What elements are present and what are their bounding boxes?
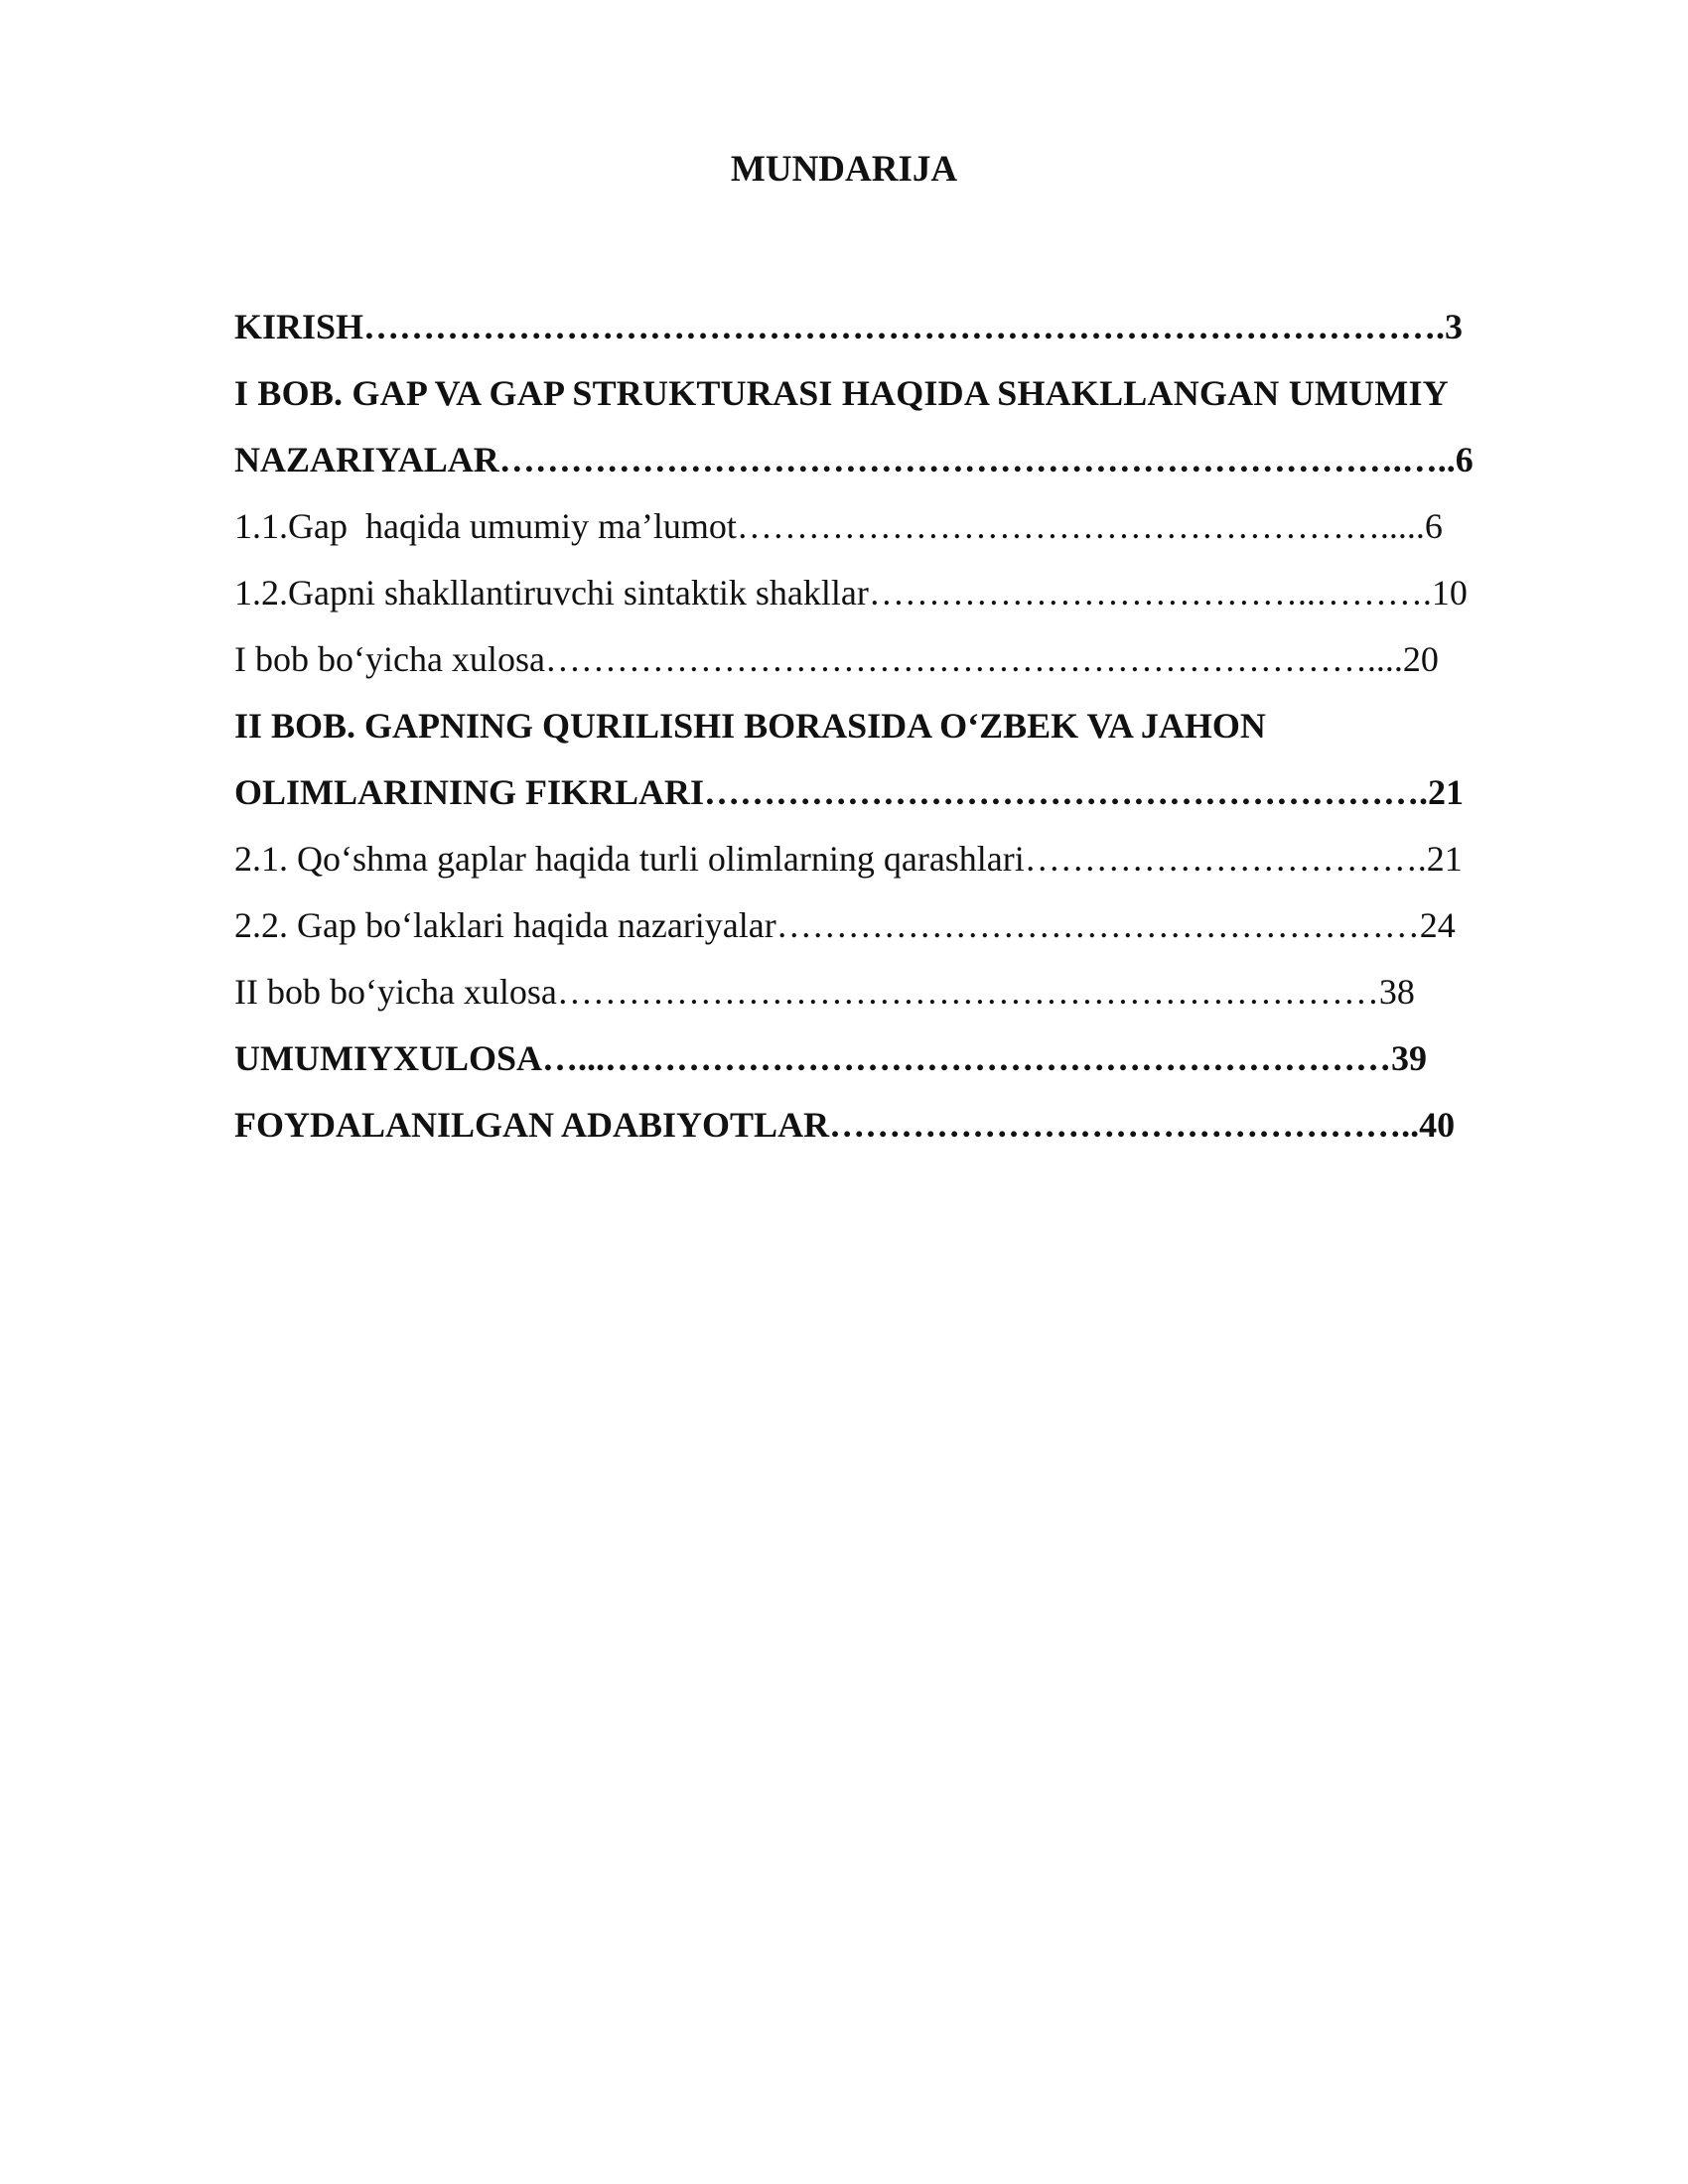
toc-entry-section-2-2 <box>234 892 1555 959</box>
toc-entry-chapter-1-title-cont <box>234 427 1555 493</box>
toc-entry-text: OLIMLARINING FIKRLARI…………………………………………………….21 <box>234 772 1465 812</box>
toc-entry-text: NAZARIYALAR………………………………………………………………….…..6 <box>234 440 1474 479</box>
toc-entry-chapter-1-title <box>234 360 1555 427</box>
toc-entry-text: 2.2. Gap bo‘laklari haqida nazariyalar………………………………………………24 <box>234 905 1456 945</box>
toc-entry-text: 1.2.Gapni shakllantiruvchi sintaktik shakllar………………………………..……….10 <box>234 573 1468 613</box>
toc-entry-text: II bob bo‘yicha xulosa……………………………………………………………38 <box>234 972 1415 1012</box>
table-of-contents <box>234 294 1555 1159</box>
toc-entry-text: I bob bo‘yicha xulosa……………………………………………………………....20 <box>234 639 1439 679</box>
toc-entry-section-1-2 <box>234 560 1555 626</box>
toc-entry-text: 1.1.Gap haqida umumiy ma’lumot……………………………………………….....6 <box>234 506 1443 546</box>
toc-entry-section-2-1 <box>234 826 1555 892</box>
toc-entry-references <box>234 1092 1555 1159</box>
toc-entry-text: I BOB. GAP VA GAP STRUKTURASI HAQIDA SHAKLLANGAN UMUMIY <box>234 373 1449 413</box>
toc-entry-text: II BOB. GAPNING QURILISHI BORASIDA O‘ZBEK VA JAHON <box>234 706 1266 746</box>
toc-entry-text: FOYDALANILGAN ADABIYOTLAR…………………………………………..40 <box>234 1105 1456 1145</box>
toc-entry-section-1-1 <box>234 493 1555 560</box>
toc-entry-chapter-2-summary <box>234 959 1555 1025</box>
toc-entry-conclusion <box>234 1025 1555 1092</box>
toc-entry-text: KIRISH……………………………………………………………………………….3 <box>234 307 1464 346</box>
toc-entry-chapter-1-summary <box>234 626 1555 693</box>
page-title: MUNDARIJA <box>730 149 958 190</box>
toc-entry-text: UMUMIYXULOSA…...…………………………………………………………39 <box>234 1038 1427 1078</box>
toc-entry-chapter-2-title-cont <box>234 759 1555 826</box>
toc-entry-chapter-2-title <box>234 693 1555 759</box>
toc-entry-text: 2.1. Qo‘shma gaplar haqida turli olimlarning qarashlari…………………………….21 <box>234 839 1463 879</box>
toc-entry-kirish <box>234 294 1555 360</box>
